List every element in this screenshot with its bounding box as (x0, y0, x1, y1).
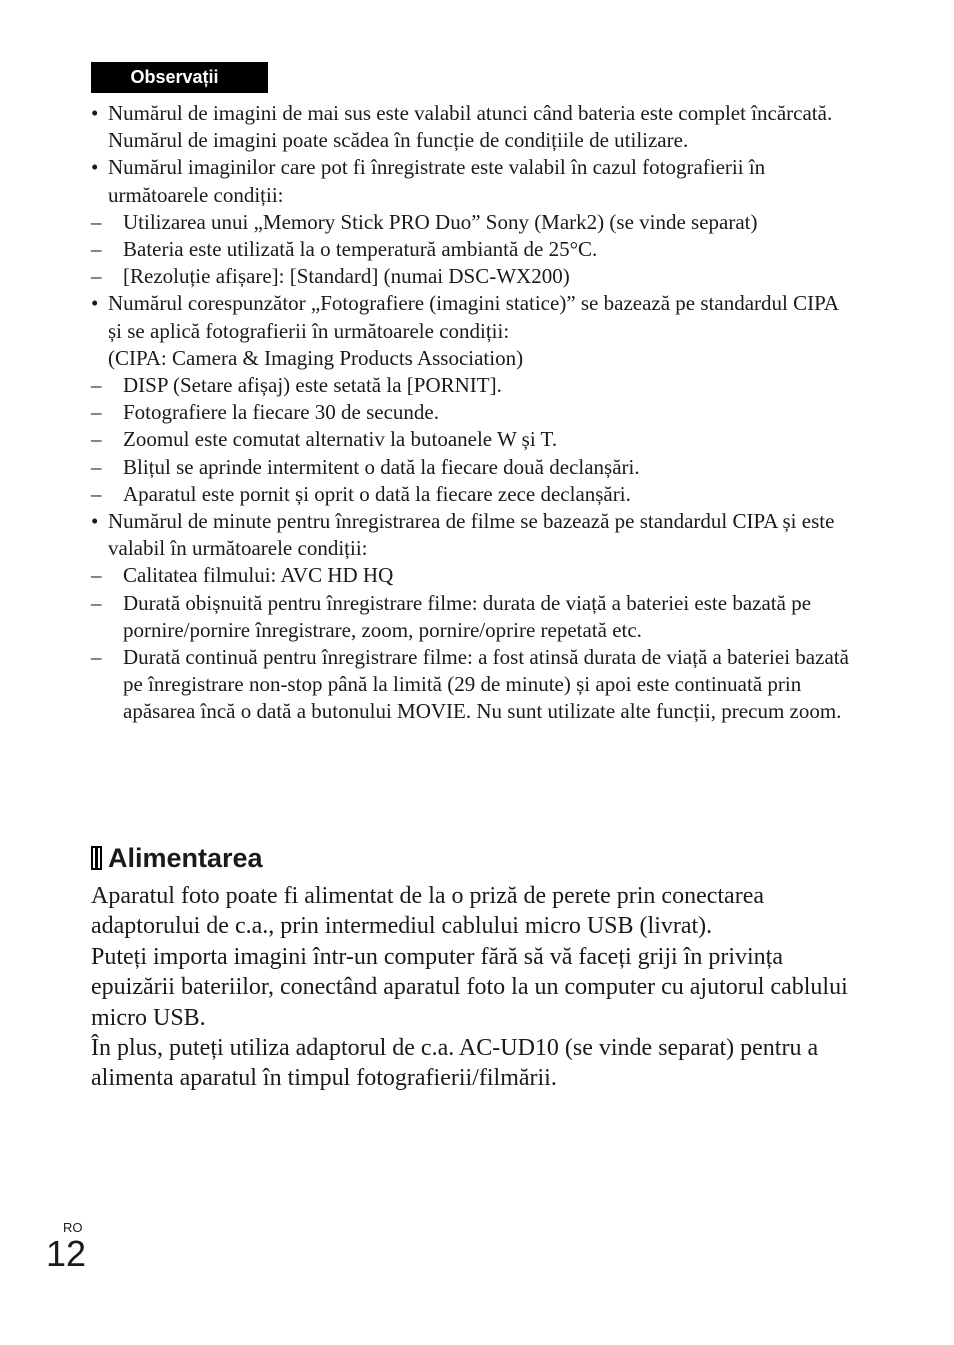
body-paragraph: În plus, puteți utiliza adaptorul de c.a. AC-UD10 (se vinde separat) pentru a alimenta aparatul în timpul fotografierii/filmării. (91, 1035, 819, 1092)
note-item (91, 290, 851, 372)
note-subitem: – Calitatea filmului: AVC HD HQ (91, 562, 851, 589)
note-subitem: – [Rezoluție afișare]: [Standard] (numai DSC-WX200) (91, 263, 851, 290)
section-marker-icon (91, 846, 102, 870)
note-subitem: – Aparatul este pornit și oprit o dată la fiecare zece declanșări. (91, 481, 851, 508)
language-code: RO (63, 1220, 83, 1235)
note-subitem: – Utilizarea unui „Memory Stick PRO Duo” Sony (Mark2) (se vinde separat) (91, 209, 851, 236)
note-item: • Numărul imaginilor care pot fi înregistrate este valabil în cazul fotografierii în următoarele condiții: (91, 154, 851, 208)
section-body (91, 881, 851, 1094)
body-paragraph: Puteți importa imagini într-un computer fără să vă faceți griji în privința epuizării bateriilor, conectând aparatul foto la un computer cu ajutorul cablului micro USB. (91, 943, 848, 1031)
note-item: • Numărul de minute pentru înregistrarea de filme se bazează pe standardul CIPA și este valabil în următoarele condiții: (91, 508, 851, 562)
notes-list (91, 100, 851, 726)
page-number: 12 (46, 1233, 87, 1274)
note-subitem: – Fotografiere la fiecare 30 de secunde. (91, 399, 851, 426)
note-subitem: – Durată continuă pentru înregistrare filme: a fost atinsă durata de viață a bateriei bazată pe înregistrare non-stop până la limită (29 de minute) și apoi este continuată prin apăsarea încă o dată a butonului MOVIE. Nu sunt utilizate alte funcții, precum zoom. (91, 644, 851, 726)
note-item-text: Numărul corespunzător „Fotografiere (imagini statice)” se bazează pe standardul CIPA și se aplică fotografierii în următoarele condiții: (108, 291, 838, 343)
section-heading (91, 842, 263, 874)
notes-label: Observații (91, 62, 268, 93)
note-subitem: – Bateria este utilizată la o temperatură ambiantă de 25°C. (91, 236, 851, 263)
section-title: Alimentarea (108, 842, 263, 873)
note-subitem: – Blițul se aprinde intermitent o dată la fiecare două declanșări. (91, 454, 851, 481)
note-subitem: – Durată obișnuită pentru înregistrare filme: durata de viață a bateriei este bazată pe pornire/pornire înregistrare, zoom, pornire/oprire repetată etc. (91, 590, 851, 644)
body-paragraph: Aparatul foto poate fi alimentat de la o priză de perete prin conectarea adaptorului de c.a., prin intermediul cablului micro USB (livrat). (91, 883, 764, 940)
note-subitem: – DISP (Setare afișaj) este setată la [PORNIT]. (91, 372, 851, 399)
note-item-extra: (CIPA: Camera & Imaging Products Association) (108, 345, 524, 370)
note-subitem: – Zoomul este comutat alternativ la butoanele W și T. (91, 426, 851, 453)
note-item: • Numărul de imagini de mai sus este valabil atunci când bateria este complet încărcată. Numărul de imagini poate scădea în funcție de condițiile de utilizare. (91, 100, 851, 154)
